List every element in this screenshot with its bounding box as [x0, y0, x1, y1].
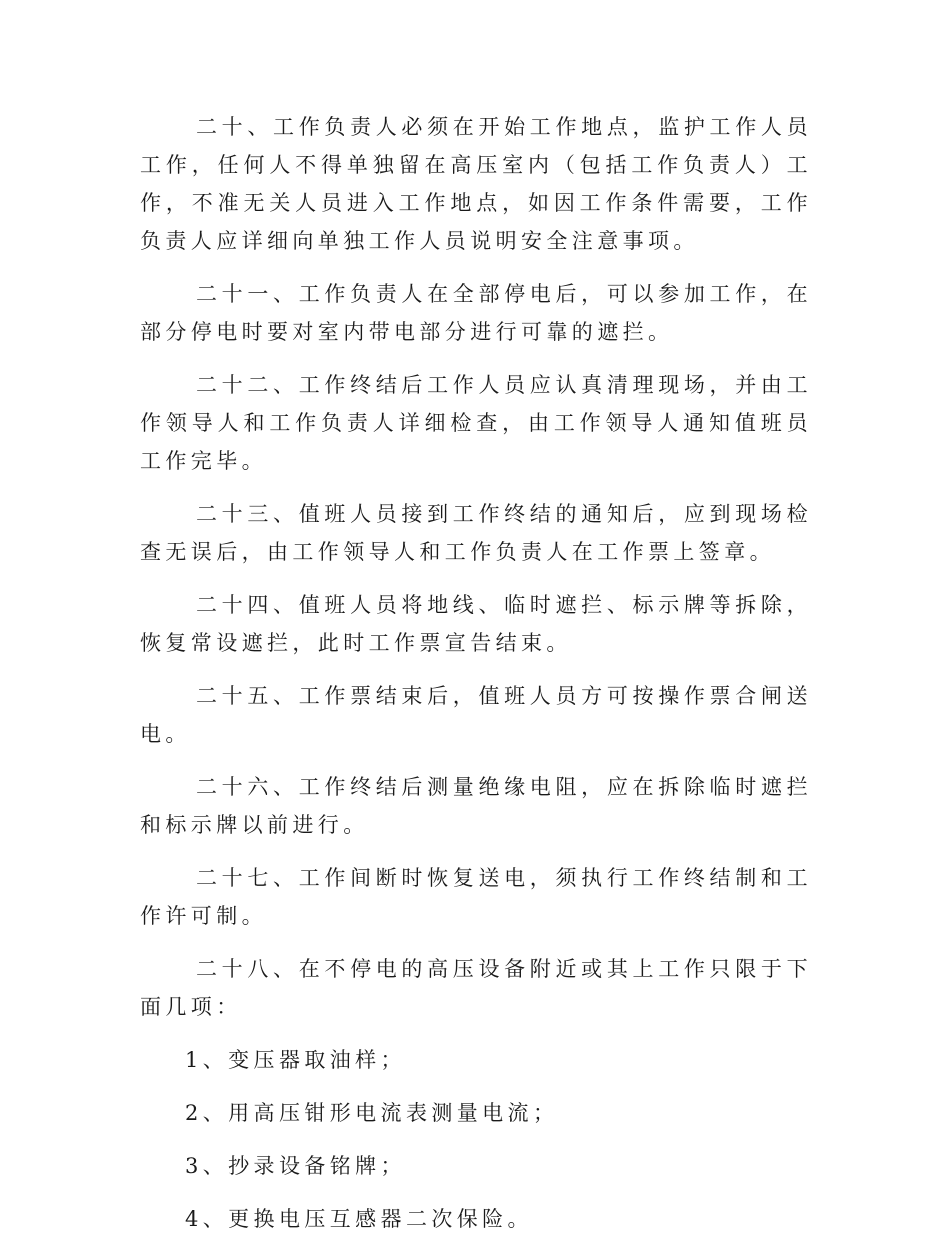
paragraph-20: 二十、工作负责人必须在开始工作地点，监护工作人员工作，任何人不得单独留在高压室内（包括工作负责人）工作，不准无关人员进入工作地点，如因工作条件需要，工作负责人应详细向单独工作人员说明安全注意事项。 — [140, 115, 812, 253]
paragraph-26: 二十六、工作终结后测量绝缘电阻，应在拆除临时遮拦和标示牌以前进行。 — [140, 775, 812, 837]
list-item-1: 1、变压器取油样； — [185, 1048, 406, 1072]
paragraph-21: 二十一、工作负责人在全部停电后，可以参加工作，在部分停电时要对室内带电部分进行可靠的遮拦。 — [140, 282, 812, 344]
paragraph-23: 二十三、值班人员接到工作终结的通知后，应到现场检查无误后，由工作领导人和工作负责人在工作票上签章。 — [140, 502, 812, 564]
paragraph-22: 二十二、工作终结后工作人员应认真清理现场，并由工作领导人和工作负责人详细检查，由工作领导人通知值班员工作完毕。 — [140, 373, 812, 473]
paragraph-25: 二十五、工作票结束后，值班人员方可按操作票合闸送电。 — [140, 684, 812, 746]
list-item-2: 2、用高压钳形电流表测量电流； — [185, 1101, 559, 1125]
paragraph-28: 二十八、在不停电的高压设备附近或其上工作只限于下面几项： — [140, 957, 812, 1019]
document-body — [140, 108, 812, 1253]
list-item-3: 3、抄录设备铭牌； — [185, 1154, 406, 1178]
list-item-4: 4、更换电压互感器二次保险。 — [185, 1207, 533, 1231]
paragraph-27: 二十七、工作间断时恢复送电，须执行工作终结制和工作许可制。 — [140, 866, 812, 928]
paragraph-24: 二十四、值班人员将地线、临时遮拦、标示牌等拆除，恢复常设遮拦，此时工作票宣告结束。 — [140, 593, 812, 655]
